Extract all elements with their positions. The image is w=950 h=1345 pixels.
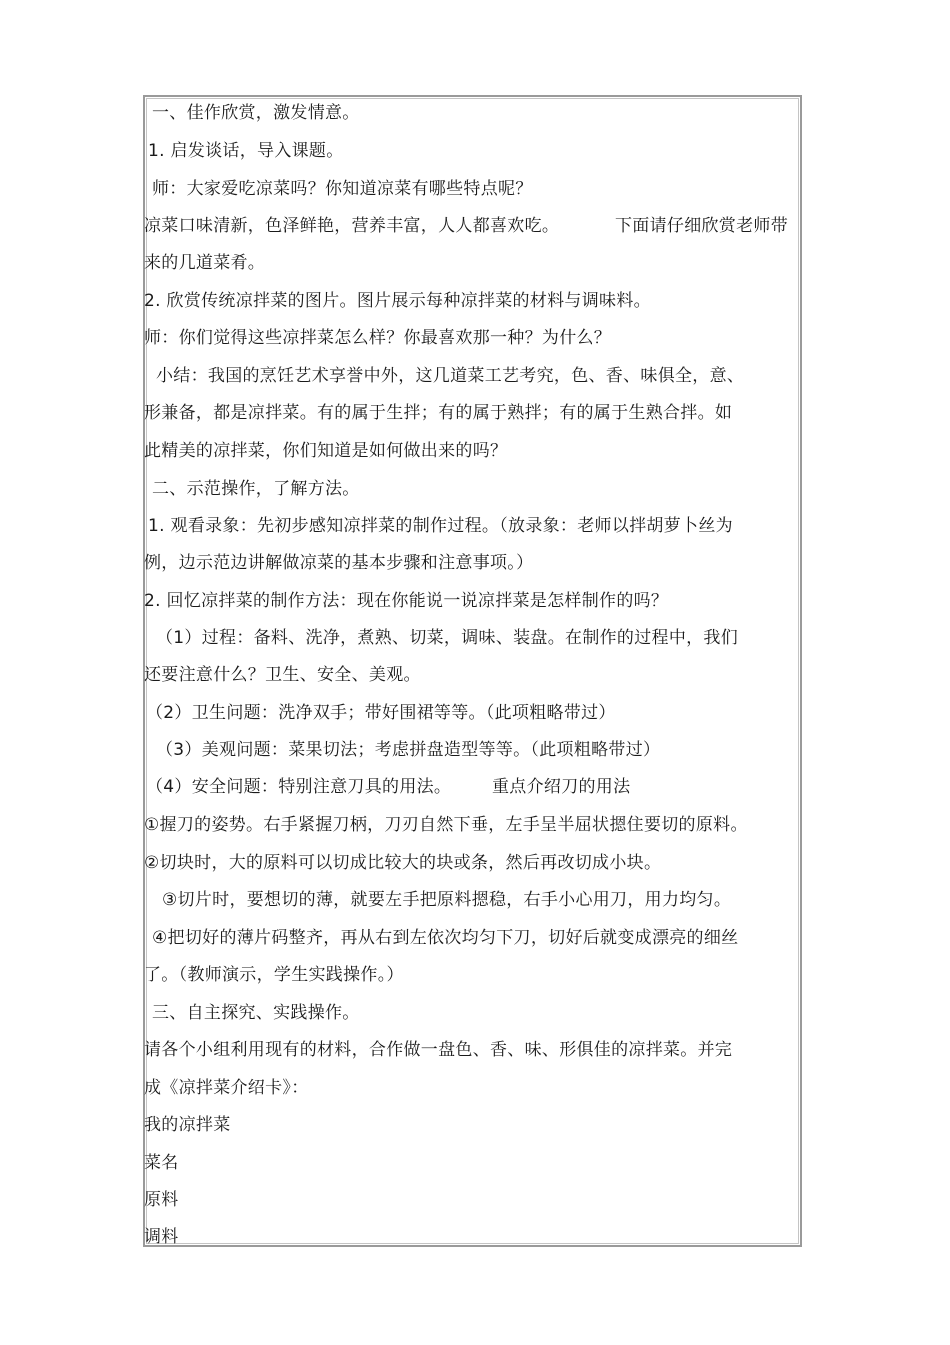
text-line: ③切片时，要想切的薄，就要左手把原料摁稳，右手小心用刀，用力均匀。: [162, 890, 732, 910]
text-line: ①握刀的姿势。右手紧握刀柄，刀刃自然下垂，左手呈半屈状摁住要切的原料。: [144, 815, 748, 835]
text-line: 形兼备，都是凉拌菜。有的属于生拌；有的属于熟拌；有的属于生熟合拌。如: [144, 403, 733, 423]
text-line: 请各个小组利用现有的材料，合作做一盘色、香、味、形俱佳的凉拌菜。并完: [144, 1040, 733, 1060]
text-line: （1）过程：备料、洗净，煮熟、切菜，调味、装盘。在制作的过程中，我们: [156, 628, 739, 648]
text-line: 小结：我国的烹饪艺术享誉中外，这几道菜工艺考究，色、香、味俱全，意、: [156, 366, 745, 386]
text-line: 2. 欣赏传统凉拌菜的图片。图片展示每种凉拌菜的材料与调味料。: [144, 291, 651, 311]
text-line: （2）卫生问题：洗净双手；带好围裙等等。（此项粗略带过）: [146, 703, 616, 723]
text-line: 师：大家爱吃凉菜吗？你知道凉菜有哪些特点呢？: [152, 179, 533, 199]
text-line: （4）安全问题：特别注意刀具的用法。: [146, 777, 452, 797]
heading-section-3: 三、自主探究、实践操作。: [152, 1003, 360, 1023]
text-line: 1. 启发谈话，导入课题。: [148, 141, 344, 161]
heading-section-1: 一、佳作欣赏，激发情意。: [152, 103, 360, 123]
text-line: 2. 回忆凉拌菜的制作方法：现在你能说一说凉拌菜是怎样制作的吗？: [144, 591, 669, 611]
text-line: 师：你们觉得这些凉拌菜怎么样？你最喜欢那一种？为什么？: [144, 328, 612, 348]
card-field-ingredients: 原料: [144, 1190, 179, 1210]
text-line: 了。（教师演示，学生实践操作。）: [144, 965, 404, 985]
card-field-name: 菜名: [144, 1153, 179, 1173]
text-line: （3）美观问题：菜果切法；考虑拼盘造型等等。（此项粗略带过）: [156, 740, 661, 760]
card-field-seasoning: 调料: [144, 1227, 179, 1247]
text-line: 下面请仔细欣赏老师带: [615, 216, 788, 236]
heading-section-2: 二、示范操作，了解方法。: [152, 479, 360, 499]
text-line: ②切块时，大的原料可以切成比较大的块或条，然后再改切成小块。: [144, 853, 662, 873]
card-title: 我的凉拌菜: [144, 1115, 231, 1135]
text-line: 例，边示范边讲解做凉菜的基本步骤和注意事项。）: [144, 553, 534, 573]
text-line: 1. 观看录象：先初步感知凉拌菜的制作过程。（放录象：老师以拌胡萝卜丝为: [148, 516, 733, 536]
text-line: 还要注意什么？卫生、安全、美观。: [144, 665, 421, 685]
text-line: 此精美的凉拌菜，你们知道是如何做出来的吗？: [144, 441, 508, 461]
text-line: 重点介绍刀的用法: [492, 777, 631, 797]
text-line: 凉菜口味清新，色泽鲜艳，营养丰富，人人都喜欢吃。: [144, 216, 560, 236]
text-line: 成《凉拌菜介绍卡》：: [144, 1078, 309, 1098]
text-line: ④把切好的薄片码整齐，再从右到左依次均匀下刀，切好后就变成漂亮的细丝: [152, 928, 739, 948]
text-line: 来的几道菜肴。: [144, 253, 266, 273]
